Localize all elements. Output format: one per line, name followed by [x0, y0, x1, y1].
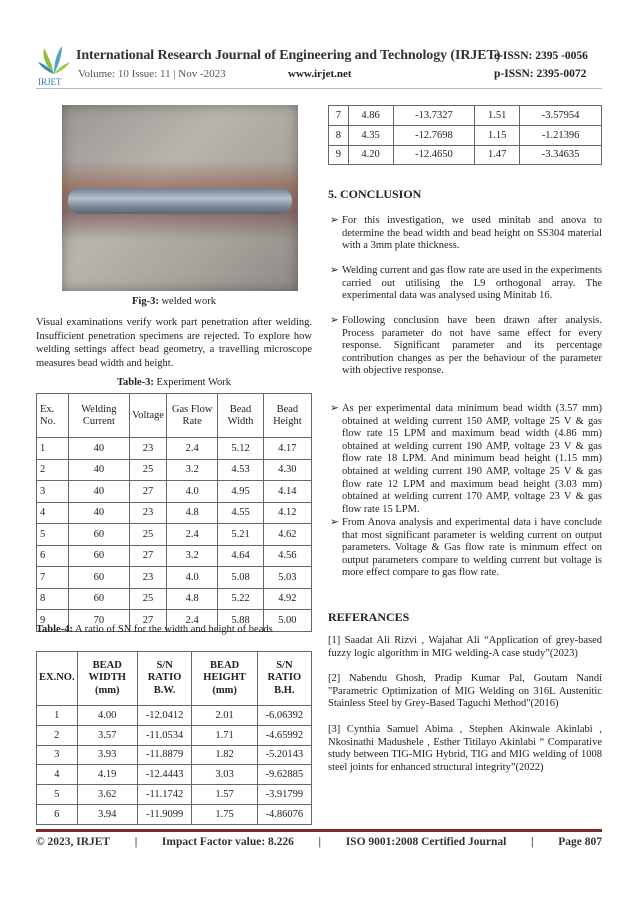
separator: | — [134, 836, 138, 848]
table-cell: 5.12 — [218, 438, 263, 460]
journal-title: International Research Journal of Engineering and Technology (IRJET) — [76, 48, 501, 63]
arrow-bullet-icon: ➢ — [330, 403, 339, 414]
column-header: EX.NO. — [37, 652, 78, 706]
separator: | — [318, 836, 322, 848]
conclusion-text: For this investigation, we used minitab and anova to determine the bead width and bead height on SS304 material with a 3mm plate thickness. — [342, 215, 602, 252]
table-row — [37, 804, 312, 824]
column-header: S/N RATIO B.H. — [257, 652, 311, 706]
reference-item: [3] Cynthia Samuel Abima , Stephen Akinwale Akinlabi , Nkosinathi Madushele , Esther Titilayo Akinlabi “ Comparative study between TIG-MIG Hybrid, TIG and MIG welding of 1008 steel joints for enhanced structural integrity”(2022) — [328, 724, 602, 773]
table-cell: 8 — [37, 588, 69, 610]
table-cell: 4.35 — [348, 125, 393, 145]
table-cell: -12.4443 — [137, 765, 192, 785]
table-cell: 3.03 — [192, 765, 257, 785]
table-cell: 25 — [130, 459, 167, 481]
table-cell: 4.12 — [263, 502, 311, 524]
table-cell: 4.0 — [166, 567, 217, 589]
table-cell: 1 — [37, 438, 69, 460]
table-cell: 4.53 — [218, 459, 263, 481]
journal-url[interactable]: www.irjet.net — [288, 68, 352, 80]
table-cell: 8 — [329, 125, 349, 145]
table-row — [37, 785, 312, 805]
reference-item: [1] Saadat Ali Rizvi , Wajahat Ali “Application of grey-based fuzzy logic algorithm in MIG welding-A case study”(2023) — [328, 635, 602, 659]
table-cell: 3.93 — [77, 745, 137, 765]
table-cell: 60 — [68, 545, 129, 567]
body-paragraph: Visual examinations verify work part penetration after welding. Insufficient penetration specimens are rejected. To explore how welding settings affect bead geometry, a travelling microscope measures bead width and height. — [36, 317, 312, 369]
column-header: Bead Height — [263, 394, 311, 438]
table-cell: 4.62 — [263, 524, 311, 546]
table-cell: 1.57 — [192, 785, 257, 805]
conclusion-heading: 5. CONCLUSION — [328, 187, 422, 201]
references-heading: REFERANCES — [328, 610, 410, 624]
table-row — [37, 545, 312, 567]
table-cell: 4 — [37, 765, 78, 785]
arrow-bullet-icon: ➢ — [330, 215, 339, 226]
table-row — [37, 481, 312, 503]
column-header: Gas Flow Rate — [166, 394, 217, 438]
table-cell: 40 — [68, 459, 129, 481]
iso-certification: ISO 9001:2008 Certified Journal — [345, 836, 507, 848]
impact-factor: Impact Factor value: 8.226 — [161, 836, 294, 848]
conclusion-text: Welding current and gas flow rate are used in the experiments carried out utilising the L9 orthogonal array. The experimental data was analysed using Minitab 16. — [342, 265, 602, 302]
table-cell: 1.82 — [192, 745, 257, 765]
table-cell: 4.20 — [348, 145, 393, 165]
table-cell: 5.22 — [218, 588, 263, 610]
table-cell: 7 — [329, 106, 349, 126]
table-cell: -3.34635 — [520, 145, 602, 165]
table-cell: 2.01 — [192, 706, 257, 726]
column-header: Bead Width — [218, 394, 263, 438]
table-cell: -12.0412 — [137, 706, 192, 726]
conclusion-item — [330, 215, 602, 253]
arrow-bullet-icon: ➢ — [330, 265, 339, 276]
table-cell: 9 — [37, 610, 69, 632]
table-cell: -1.21396 — [520, 125, 602, 145]
table-row — [37, 725, 312, 745]
table-cell: 4.56 — [263, 545, 311, 567]
irjet-logo — [36, 44, 72, 86]
table-cell: 40 — [68, 481, 129, 503]
table-cell: 5.03 — [263, 567, 311, 589]
sn-ratio-table — [36, 651, 312, 825]
table-cell: 5 — [37, 785, 78, 805]
table-cell: 4 — [37, 502, 69, 524]
table-cell: 25 — [130, 588, 167, 610]
column-header: BEAD HEIGHT (mm) — [192, 652, 257, 706]
header-divider — [36, 88, 602, 89]
table-cell: 3.2 — [166, 545, 217, 567]
footer — [36, 836, 602, 848]
table-cell: 4.0 — [166, 481, 217, 503]
table-cell: 70 — [68, 610, 129, 632]
table-cell: 4.8 — [166, 588, 217, 610]
arrow-bullet-icon: ➢ — [330, 315, 339, 326]
table-cell: 3 — [37, 481, 69, 503]
table3-caption: Table-3: Experiment Work — [116, 377, 232, 388]
table-cell: -3.57954 — [520, 106, 602, 126]
table-cell: -13.7327 — [393, 106, 475, 126]
table-cell: 4.64 — [218, 545, 263, 567]
table-cell: -4.65992 — [257, 725, 311, 745]
svg-text:IRJET: IRJET — [38, 77, 62, 86]
table-cell: 40 — [68, 438, 129, 460]
table-cell: 4.8 — [166, 502, 217, 524]
arrow-bullet-icon: ➢ — [330, 517, 339, 528]
table-row — [329, 125, 602, 145]
reference-item: [2] Nabendu Ghosh, Pradip Kumar Pal, Goutam Nandi "Parametric Optimization of MIG Welding on 316L Austenitic Stainless Steel by Grey-Based Taguchi Method"(2016) — [328, 673, 602, 710]
table-cell: 1 — [37, 706, 78, 726]
table-cell: 4.95 — [218, 481, 263, 503]
table-cell: -11.1742 — [137, 785, 192, 805]
p-issn: p-ISSN: 2395-0072 — [494, 68, 587, 80]
table-cell: 1.75 — [192, 804, 257, 824]
table-row — [37, 588, 312, 610]
table-cell: 4.17 — [263, 438, 311, 460]
table-cell: -11.8879 — [137, 745, 192, 765]
conclusion-item — [330, 403, 602, 516]
footer-divider — [36, 829, 602, 832]
table-cell: -4.86076 — [257, 804, 311, 824]
table-header-row — [37, 394, 312, 438]
table-row — [37, 706, 312, 726]
table-row — [329, 145, 602, 165]
table-cell: 60 — [68, 524, 129, 546]
conclusion-item — [330, 517, 602, 580]
table-cell: 2 — [37, 459, 69, 481]
table-row — [37, 765, 312, 785]
conclusion-item — [330, 315, 602, 378]
table-cell: 9 — [329, 145, 349, 165]
table-cell: 27 — [130, 545, 167, 567]
table-cell: -3.91799 — [257, 785, 311, 805]
table-cell: 3.57 — [77, 725, 137, 745]
table-cell: 4.92 — [263, 588, 311, 610]
table-cell: -11.9099 — [137, 804, 192, 824]
column-header: Welding Current — [68, 394, 129, 438]
table-cell: 4.30 — [263, 459, 311, 481]
column-header: BEAD WIDTH (mm) — [77, 652, 137, 706]
table-cell: 4.55 — [218, 502, 263, 524]
table-cell: 1.71 — [192, 725, 257, 745]
experiment-work-table — [36, 393, 312, 632]
table-cell: 1.47 — [475, 145, 520, 165]
copyright: © 2023, IRJET — [36, 836, 111, 848]
table-cell: 2.4 — [166, 524, 217, 546]
table-cell: 3 — [37, 745, 78, 765]
table-row — [37, 567, 312, 589]
table-cell: 40 — [68, 502, 129, 524]
table-cell: 4.14 — [263, 481, 311, 503]
table-cell: 4.00 — [77, 706, 137, 726]
sn-ratio-table-continued — [328, 105, 602, 165]
table-cell: -12.7698 — [393, 125, 475, 145]
table-cell: 60 — [68, 588, 129, 610]
table-cell: 5.88 — [218, 610, 263, 632]
e-issn: e-ISSN: 2395 -0056 — [494, 50, 588, 62]
table-cell: -9.62885 — [257, 765, 311, 785]
table-cell: -11.0534 — [137, 725, 192, 745]
table-cell: 6 — [37, 545, 69, 567]
table-cell: 3.94 — [77, 804, 137, 824]
table-cell: 2.4 — [166, 610, 217, 632]
table-cell: 27 — [130, 610, 167, 632]
table-row — [37, 502, 312, 524]
table-cell: 1.51 — [475, 106, 520, 126]
table-cell: -12.4650 — [393, 145, 475, 165]
table-row — [37, 438, 312, 460]
table-cell: 3.2 — [166, 459, 217, 481]
table-cell: 6 — [37, 804, 78, 824]
table-row — [37, 745, 312, 765]
table-cell: 3.62 — [77, 785, 137, 805]
table-cell: 5.00 — [263, 610, 311, 632]
figure-caption: Fig-3: welded work — [132, 296, 216, 307]
separator: | — [531, 836, 534, 848]
table-cell: 23 — [130, 567, 167, 589]
welded-work-photo — [62, 105, 298, 291]
table-cell: 4.86 — [348, 106, 393, 126]
table-cell: 2.4 — [166, 438, 217, 460]
table-cell: 23 — [130, 502, 167, 524]
table-cell: 23 — [130, 438, 167, 460]
table-row — [37, 459, 312, 481]
page-number: Page 807 — [558, 836, 602, 848]
conclusion-text: As per experimental data minimum bead width (3.57 mm) obtained at welding current 150 AMP, voltage 25 V & gas flow rate 15 LPM and maximum bead width (4.86 mm) obtained at welding current 190 AMP, voltage 23 V & gas flow rate 18 LPM. And minimum bead height (1.15 mm) obtained at welding current 190 AMP, voltage 25 V & gas flow rate 12 LPM and maximum bead height (3.03 mm) obtained at welding current 170 AMP, voltage 23 V & gas flow rate 15 LPM. — [342, 403, 602, 515]
column-header: Ex. No. — [37, 394, 69, 438]
conclusion-text: Following conclusion have been drawn after analysis. Process parameter do not have same effect for every response. Significant parameter and its percentage contribution changes as per the behaviour of the parameter with objective response. — [342, 315, 602, 377]
table4-caption: Table-4: A ratio of SN for the width and height of beads — [36, 624, 273, 635]
volume-issue: Volume: 10 Issue: 11 | Nov -2023 — [78, 68, 226, 80]
table-cell: 60 — [68, 567, 129, 589]
table-cell: 4.19 — [77, 765, 137, 785]
conclusion-item — [330, 265, 602, 303]
table-cell: 25 — [130, 524, 167, 546]
table-cell: 1.15 — [475, 125, 520, 145]
table-header-row — [37, 652, 312, 706]
table-cell: -6.06392 — [257, 706, 311, 726]
table-cell: 5.08 — [218, 567, 263, 589]
table-cell: 27 — [130, 481, 167, 503]
conclusion-text: From Anova analysis and experimental data i have conclude that most significant parameter is welding current on output parameters. Voltage & Gas flow rate is minmum effect on output parameters compare to welding current but voltage is more effect compare to gas flow rate. — [342, 517, 602, 579]
table-cell: 5 — [37, 524, 69, 546]
table-row — [329, 106, 602, 126]
table-cell: 2 — [37, 725, 78, 745]
column-header: S/N RATIO B.W. — [137, 652, 192, 706]
table-cell: -5.20143 — [257, 745, 311, 765]
table-cell: 5.21 — [218, 524, 263, 546]
table-cell: 7 — [37, 567, 69, 589]
table-row — [37, 524, 312, 546]
column-header: Voltage — [130, 394, 167, 438]
